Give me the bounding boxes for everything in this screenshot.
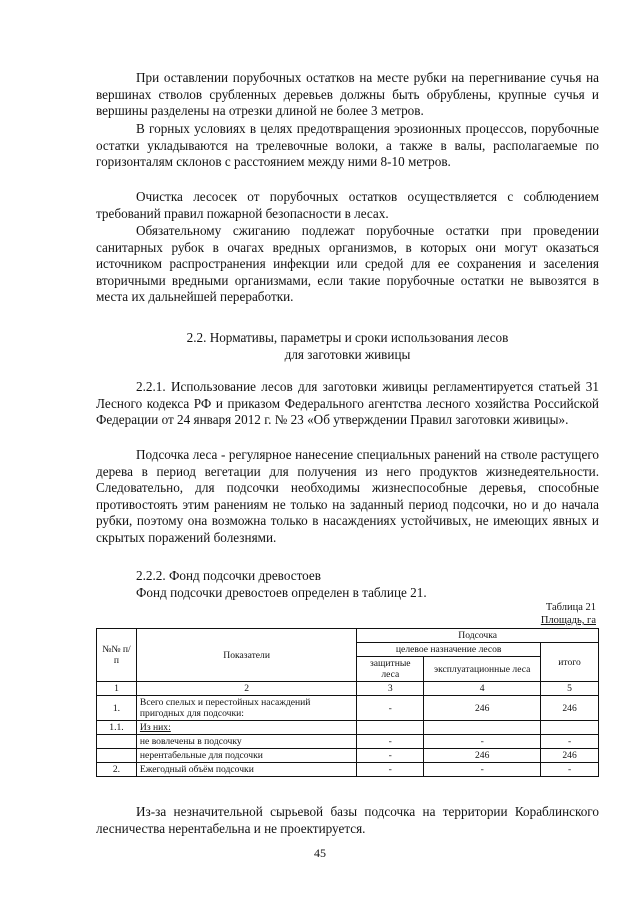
row-label: Всего спелых и перестойных насаждений пригодных для подсочки: — [136, 696, 356, 721]
row-num: 1. — [97, 696, 137, 721]
paragraph-tapping-definition: Подсочка леса - регулярное нанесение специальных ранений на стволе растущего дерева в период вегетации для получения из него продуктов жизнедеятельности. Следовательно, для подсочки необходимы жизнеспособные деревья, способные противостоять этим ранениям не только на заданный период подсочки, но и до начала рубки, поэтому она возможна только в насаждениях устойчивых, не имеющих явных и скрытых поражений болезнями. — [96, 447, 599, 545]
header-indicators: Показатели — [136, 629, 356, 682]
paragraph-conclusion: Из-за незначительной сырьевой базы подсочка на территории Кораблинского лесничества нерентабельна и не проектируется. — [96, 804, 599, 836]
section-heading-line2: для заготовки живицы — [284, 347, 411, 362]
row-num: 1.1. — [97, 721, 137, 735]
colnum-cell: 2 — [136, 682, 356, 696]
table-colnum-row — [97, 682, 599, 696]
row-total: 246 — [541, 696, 599, 721]
table-area-unit: Площадь, га — [540, 615, 596, 626]
row-exploitation — [424, 721, 541, 735]
page-number: 45 — [314, 846, 326, 860]
table-row — [97, 721, 599, 735]
row-num: 2. — [97, 763, 137, 777]
row-num — [97, 749, 137, 763]
paragraph-regulation: 2.2.1. Использование лесов для заготовки живицы регламентируется статьей 31 Лесного кодекса РФ и приказом Федерального агентства лесного хозяйства Российской Федерации от 24 января 2012 г. № 23 «Об утверждении Правил заготовки живицы». — [96, 379, 599, 427]
row-total: 246 — [541, 749, 599, 763]
paragraph-table-ref: Фонд подсочки древостоев определен в таблице 21. — [136, 585, 427, 600]
header-exploitation: эксплуатационные леса — [424, 657, 541, 682]
table-row — [97, 749, 599, 763]
section-heading — [96, 329, 599, 363]
row-num — [97, 735, 137, 749]
table-row — [97, 696, 599, 721]
header-podsochka: Подсочка — [357, 629, 599, 643]
header-protective: защитные леса — [357, 657, 424, 682]
row-total: - — [541, 763, 599, 777]
table-header-row — [97, 629, 599, 643]
row-total — [541, 721, 599, 735]
row-exploitation: 246 — [424, 749, 541, 763]
row-label: Из них: — [136, 721, 356, 735]
row-exploitation: - — [424, 735, 541, 749]
row-protective: - — [357, 696, 424, 721]
table-caption: Таблица 21 — [545, 602, 596, 613]
row-protective: - — [357, 735, 424, 749]
paragraph-residues-decay: При оставлении порубочных остатков на месте рубки на перегнивание сучья на вершинах стволов срубленных деревьев должны быть обрублены, крупные сучья и вершины разделены на отрезки длиной не более 3 метров. — [96, 70, 599, 118]
row-protective: - — [357, 749, 424, 763]
paragraph-subsection: 2.2.2. Фонд подсочки древостоев — [136, 568, 322, 583]
colnum-cell: 1 — [97, 682, 137, 696]
row-protective — [357, 721, 424, 735]
header-purpose: целевое назначение лесов — [357, 643, 541, 657]
row-exploitation: 246 — [424, 696, 541, 721]
colnum-cell: 5 — [541, 682, 599, 696]
table-21 — [96, 628, 599, 777]
row-label: нерентабельные для подсочки — [136, 749, 356, 763]
colnum-cell: 3 — [357, 682, 424, 696]
paragraph-mountain-conditions: В горных условиях в целях предотвращения эрозионных процессов, порубочные остатки укладываются на трелевочные волоки, а также в валы, располагаемые по горизонталям склонов с расстоянием между ними 8-10 метров. — [96, 121, 599, 169]
header-num: №№ п/п — [97, 629, 137, 682]
row-total: - — [541, 735, 599, 749]
row-label: Ежегодный объём подсочки — [136, 763, 356, 777]
section-heading-line1: 2.2. Нормативы, параметры и сроки использования лесов — [186, 330, 509, 345]
row-exploitation: - — [424, 763, 541, 777]
colnum-cell: 4 — [424, 682, 541, 696]
table-row — [97, 735, 599, 749]
row-label: не вовлечены в подсочку — [136, 735, 356, 749]
row-protective: - — [357, 763, 424, 777]
table-row — [97, 763, 599, 777]
header-total: итого — [541, 643, 599, 682]
paragraph-burning: Обязательному сжиганию подлежат порубочные остатки при проведении санитарных рубок в очагах вредных организмов, в которых они могут оказаться источником распространения инфекции или средой для ее сохранения и заселения вторичными вредными организмами, если такие порубочные остатки не вывозятся в места их дальнейшей переработки. — [96, 223, 599, 304]
paragraph-cleaning: Очистка лесосек от порубочных остатков осуществляется с соблюдением требований правил пожарной безопасности в лесах. — [96, 189, 599, 221]
